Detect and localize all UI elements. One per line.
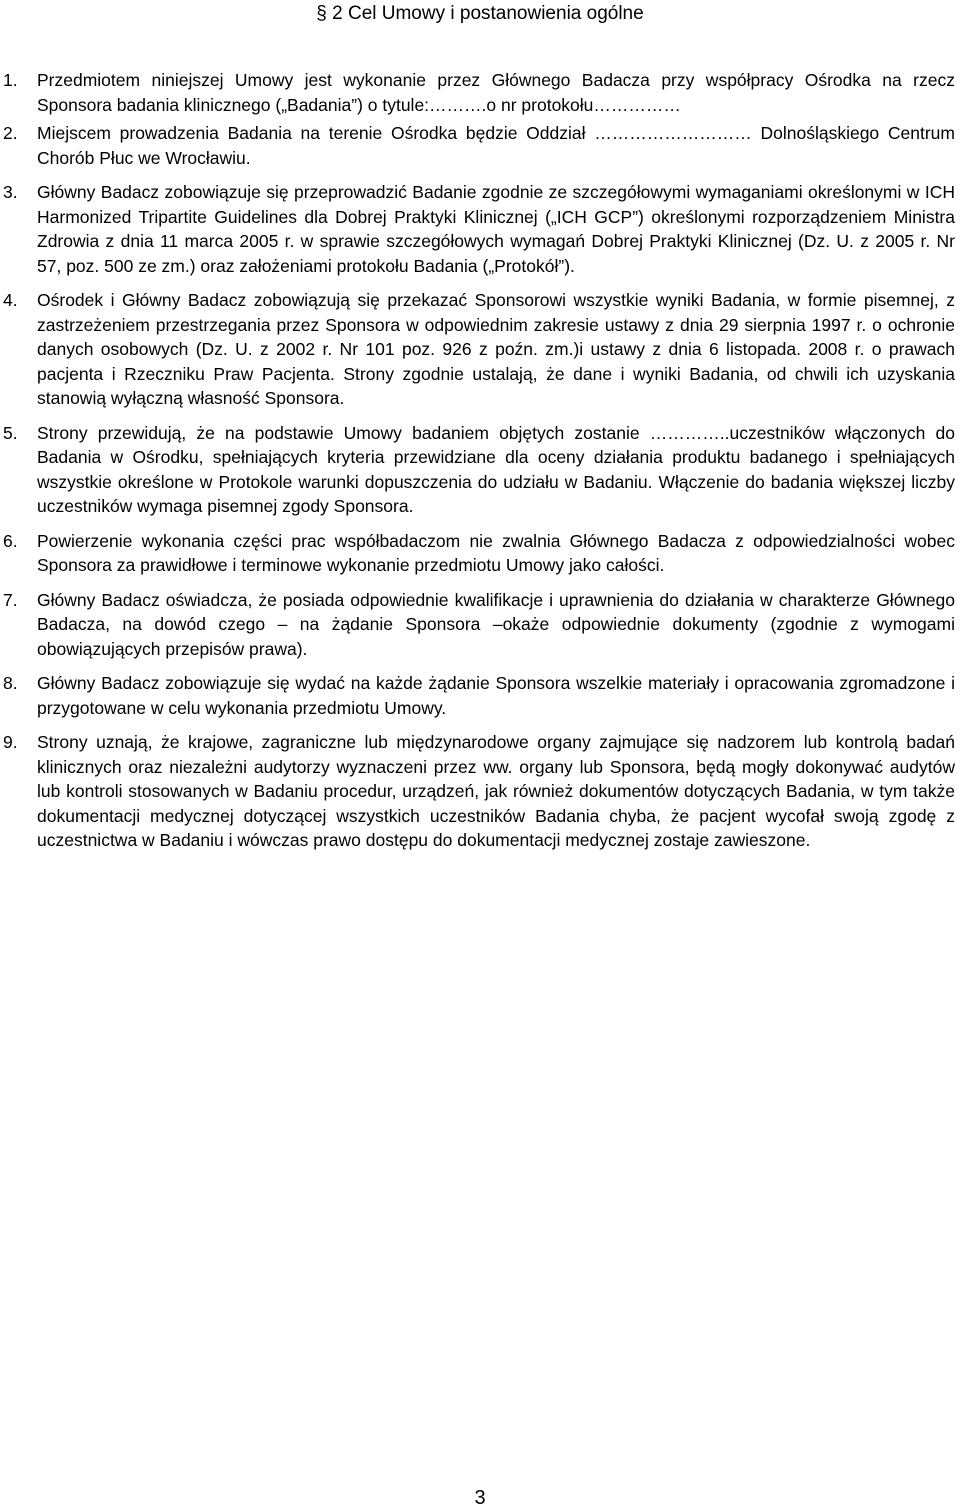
clause-text: Główny Badacz oświadcza, że posiada odpowiednie kwalifikacje i uprawnienia do działania w charakterze Głównego Badacza, na dowód czego – na żądanie Sponsora –okaże odpowiednie dokumenty (zgodnie z wymogami obowiązujących przepisów prawa).	[37, 589, 955, 659]
clause-number: 9.	[3, 732, 18, 752]
clause-number: 1.	[3, 70, 18, 90]
clause-number: 7.	[3, 589, 18, 610]
clause-text: Główny Badacz zobowiązuje się przeprowadzić Badanie zgodnie ze szczegółowymi wymaganiami określonymi w ICH Harmonized Tripartite Guidelines dla Dobrej Praktyki Klinicznej („ICH GCP”) określonymi rozporządzeniem Ministra Zdrowia z dnia 11 marca 2005 r. w sprawie szczegółowych wymagań Dobrej Praktyki Klinicznej (Dz. U. z 2005 r. Nr 57, poz. 500 ze zm.) oraz założeniami protokołu Badania („Protokół”).	[37, 182, 955, 276]
clause-3	[0, 180, 960, 278]
clause-number: 2.	[3, 123, 18, 143]
clause-number: 4.	[3, 290, 18, 310]
clause-number: 8.	[3, 673, 18, 693]
section-heading: § 2 Cel Umowy i postanowienia ogólne	[316, 3, 644, 24]
clause-text: Strony uznają, że krajowe, zagraniczne lub międzynarodowe organy zajmujące się nadzorem lub kontrolą badań klinicznych oraz niezależni audytorzy wyznaczeni przez ww. organy lub Sponsora, będą mogły dokonywać audytów lub kontroli stosowanych w Badaniu procedur, urządzeń, jak również dokumentów dotyczących Badania, w tym także dokumentacji medycznej dotyczącej wszystkich uczestników Badania chyba, że pacjent wycofał swoją zgodę z uczestnictwa w Badaniu i wówczas prawo dostępu do dokumentacji medycznej zostaje zawieszone.	[37, 732, 955, 850]
clauses-list	[0, 68, 960, 863]
clause-text: Powierzenie wykonania części prac współbadaczom nie zwalnia Głównego Badacza z odpowiedzialności wobec Sponsora za prawidłowe i terminowe wykonanie przedmiotu Umowy jako całości.	[37, 530, 955, 575]
clause-4	[0, 288, 960, 411]
clause-2	[0, 121, 960, 170]
clause-6	[0, 529, 960, 578]
clause-number: 5.	[3, 422, 18, 443]
clause-text: Przedmiotem niniejszej Umowy jest wykonanie przez Głównego Badacza przy współpracy Ośrodka na rzecz Sponsora badania klinicznego („Badania”) o tytule:……….o nr protokołu……………	[37, 70, 955, 115]
clause-9	[0, 730, 960, 853]
clause-8	[0, 671, 960, 720]
clause-text: Główny Badacz zobowiązuje się wydać na każde żądanie Sponsora wszelkie materiały i opracowania zgromadzone i przygotowane w celu wykonania przedmiotu Umowy.	[37, 673, 955, 718]
clause-text: Ośrodek i Główny Badacz zobowiązują się przekazać Sponsorowi wszystkie wyniki Badania, w formie pisemnej, z zastrzeżeniem przestrzegania przez Sponsora w odpowiednim zakresie ustawy z dnia 29 sierpnia 1997 r. o ochronie danych osobowych (Dz. U. z 2002 r. Nr 101 poz. 926 z poźn. zm.)i ustawy z dnia 6 listopada. 2008 r. o prawach pacjenta i Rzeczniku Praw Pacjenta. Strony zgodnie ustalają, że dane i wyniki Badania, od chwili ich uzyskania stanowią wyłączną własność Sponsora.	[37, 290, 955, 408]
clause-number: 3.	[3, 182, 18, 202]
page-number: 3	[474, 1487, 486, 1509]
clause-7	[0, 588, 960, 662]
clause-number: 6.	[3, 530, 18, 551]
clause-text: Strony przewidują, że na podstawie Umowy badaniem objętych zostanie …………..uczestników włączonych do Badania w Ośrodku, spełniających kryteria przewidziane dla oceny działania produktu badanego i spełniających wszystkie określone w Protokole warunki dopuszczenia do udziału w Badaniu. Włączenie do badania większej liczby uczestników wymaga pisemnej zgody Sponsora.	[37, 422, 955, 516]
clause-1	[0, 68, 960, 117]
clause-5	[0, 421, 960, 519]
clause-text: Miejscem prowadzenia Badania na terenie Ośrodka będzie Oddział ……………………… Dolnośląskiego Centrum Chorób Płuc we Wrocławiu.	[37, 123, 955, 168]
